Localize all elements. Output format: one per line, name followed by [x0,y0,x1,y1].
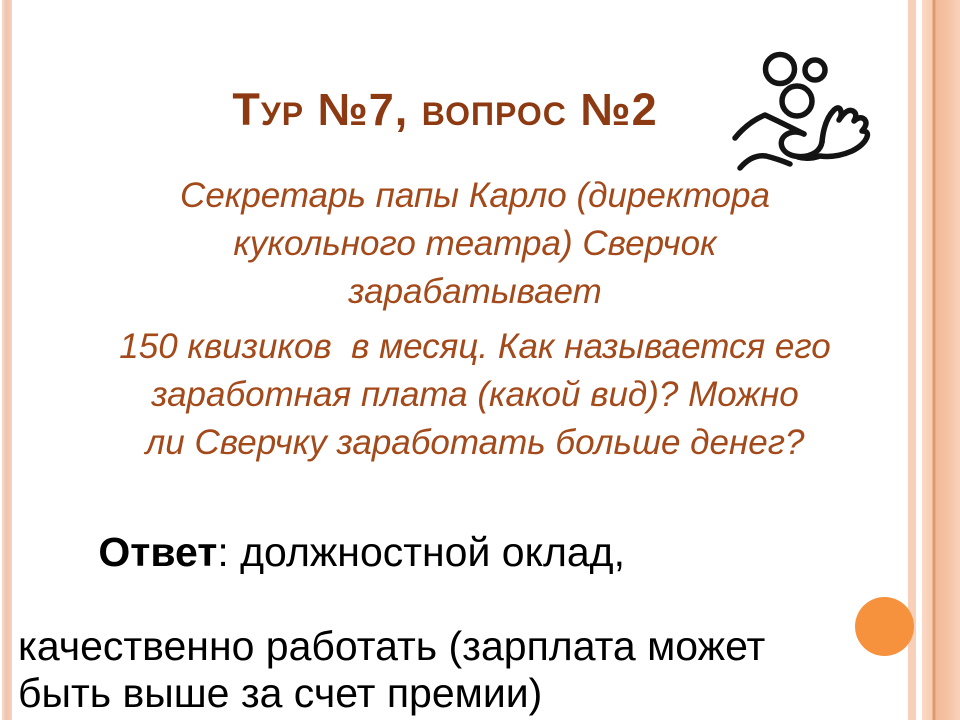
bubble-large [766,55,795,84]
answer-line: качественно работать (зарплата может [18,623,766,669]
question-line: заработная плата (какой вид)? Можно [151,375,799,414]
hand-wrist-line [740,156,790,168]
question-line: зарабатывает [348,272,602,311]
question-text-block [30,172,920,467]
hand-fingers-line [798,108,867,158]
right-frame-band [922,0,960,720]
answer-line [18,482,920,623]
hand-thumb-line [781,132,822,157]
answer-line-rest: : должностной оклад, [217,529,626,575]
answer-text-block [18,482,920,717]
answer-label: Ответ [98,529,218,575]
bubble-small [805,60,825,80]
bubble-middle [782,86,812,116]
answer-line: быть выше за счет премии) [18,670,543,716]
question-line: кукольного театра) Сверчок [233,224,717,263]
hand-with-bubbles-icon [728,44,878,176]
question-line: ли Сверчку заработать больше денег? [145,423,805,462]
question-line: Секретарь папы Карло (директора [180,176,770,215]
question-line: 150 квизиков в месяц. Как называется его [119,327,831,366]
question-paragraph-2 [30,323,920,467]
slide-title: Тур №7, вопрос №2 [232,84,658,135]
question-paragraph-1 [30,172,920,316]
accent-circle [855,597,914,656]
